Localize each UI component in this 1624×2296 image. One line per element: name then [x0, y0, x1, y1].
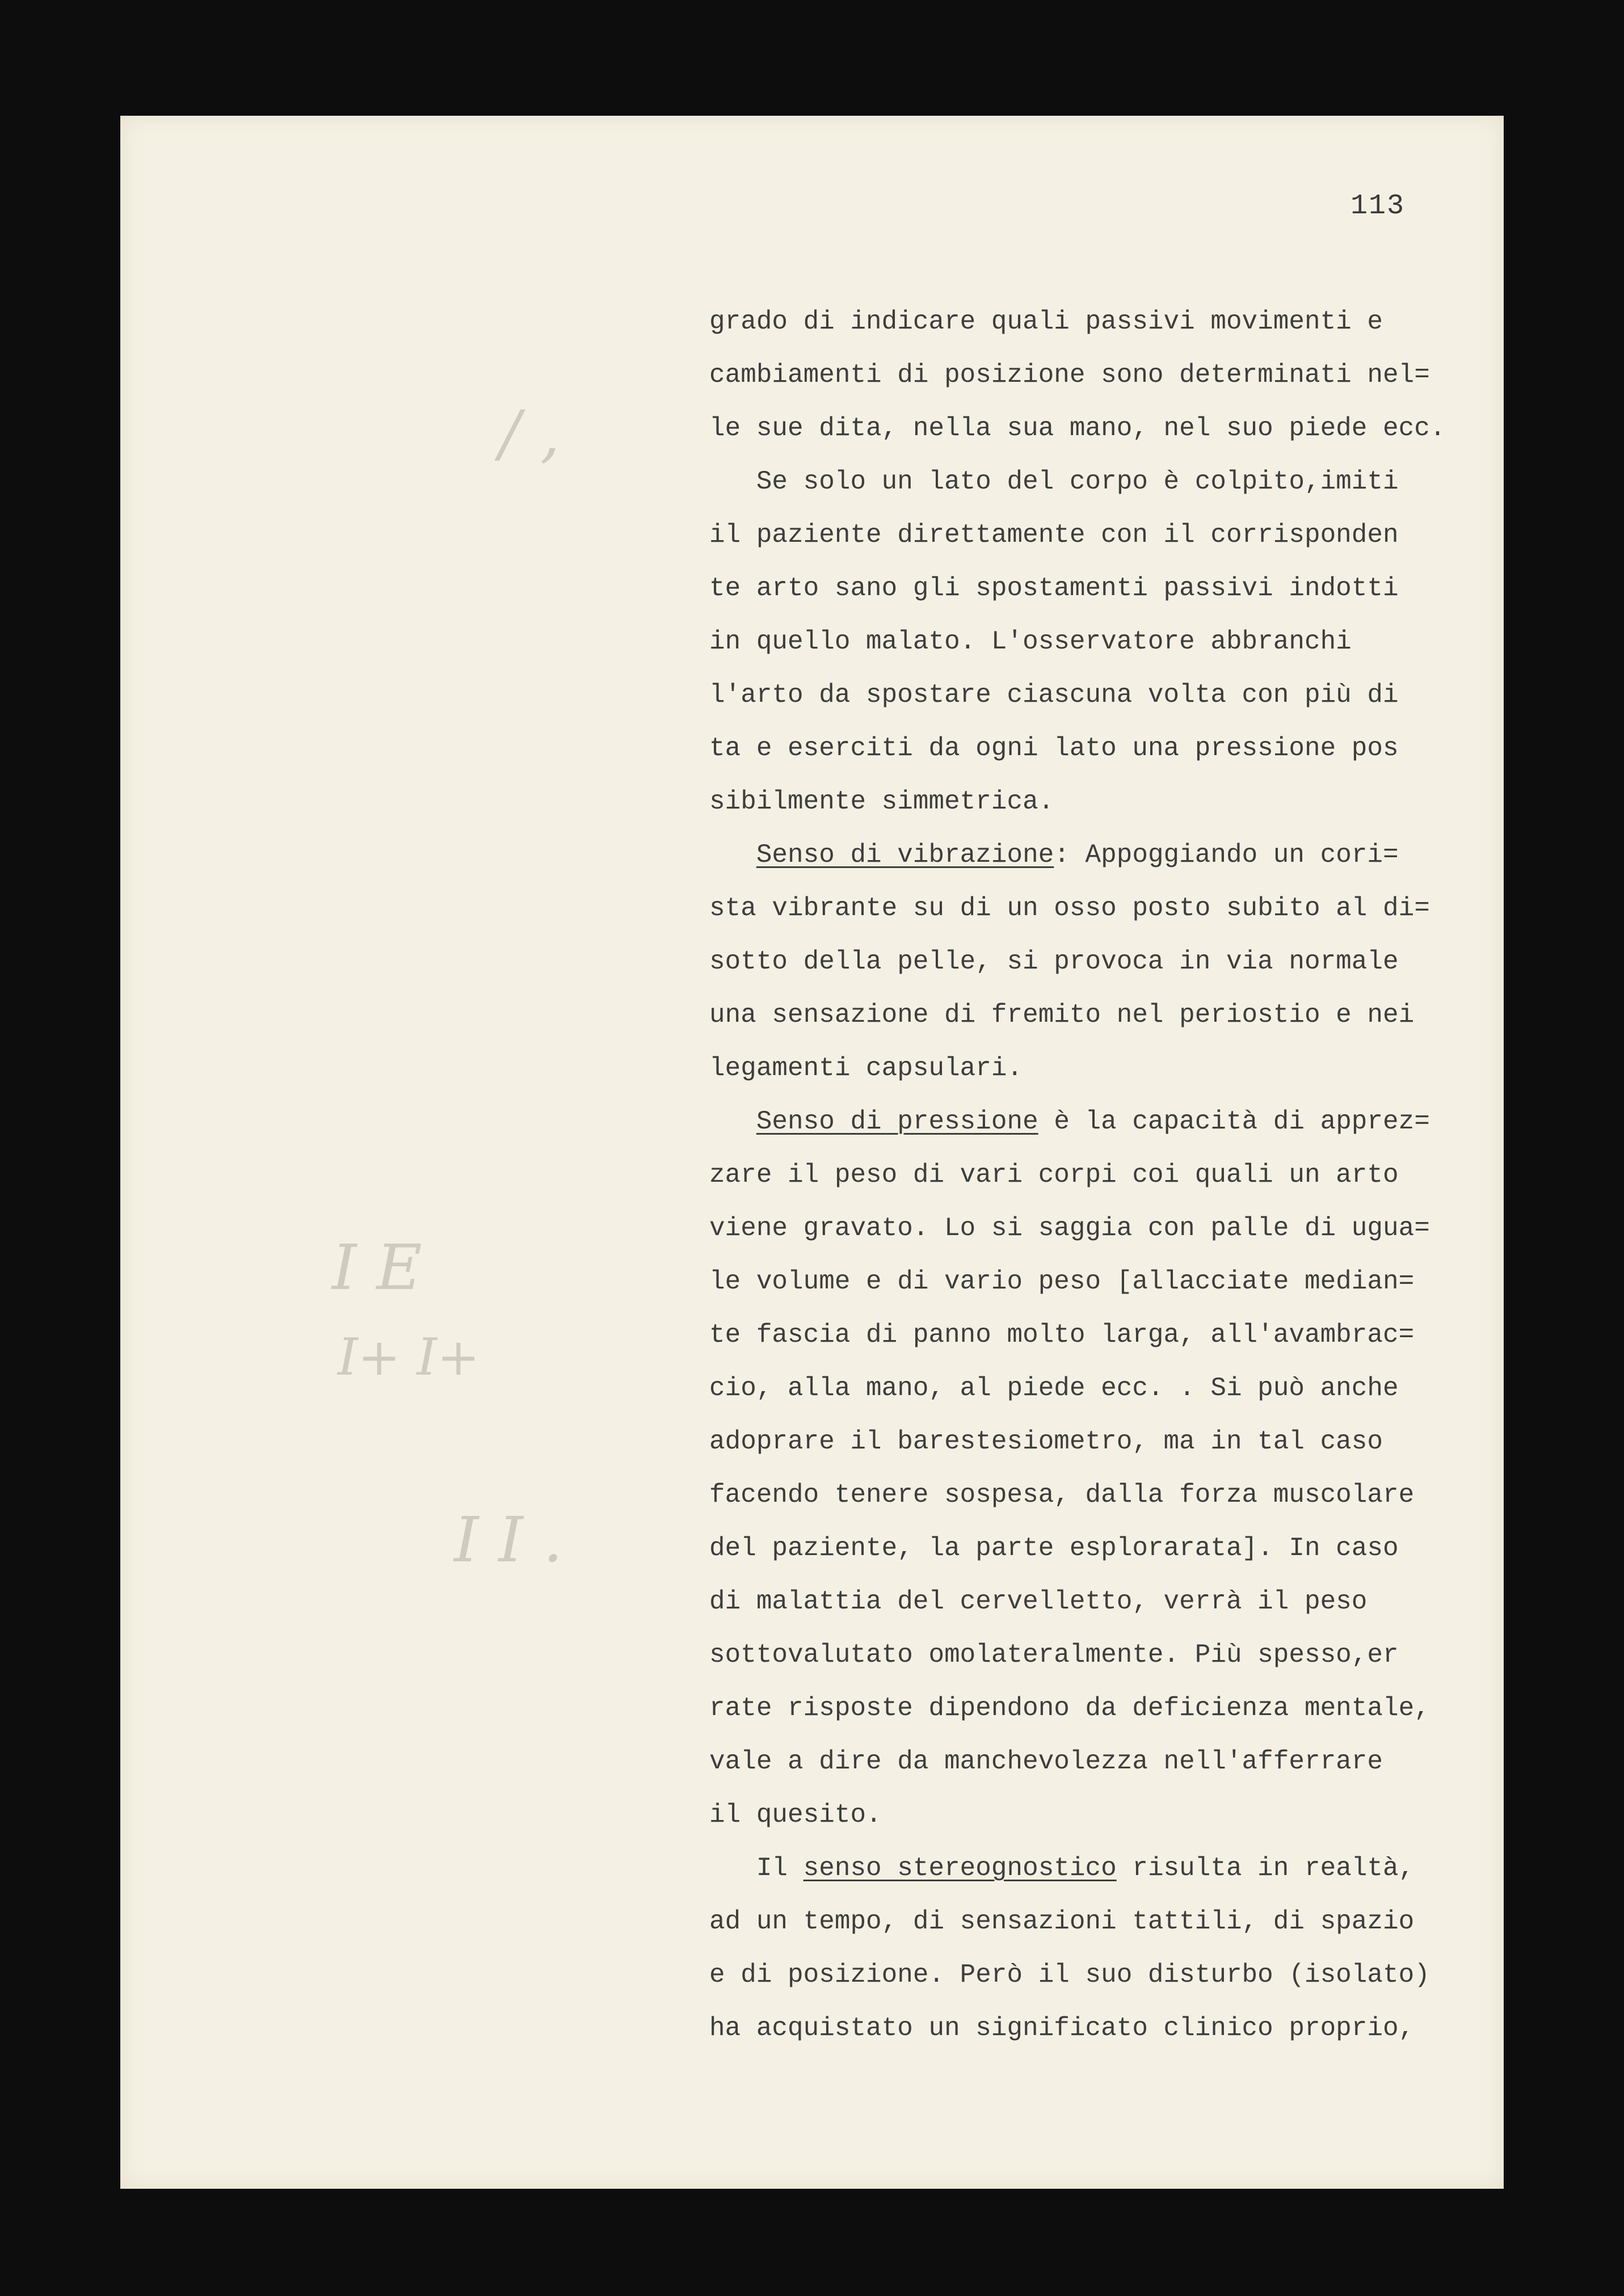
text-line [709, 1522, 1504, 1575]
pencil-mark: / , [499, 397, 560, 470]
text-segment: te fascia di panno molto larga, all'avambrac= [709, 1320, 1415, 1350]
text-segment: sotto della pelle, si provoca in via normale [709, 947, 1399, 976]
text-segment: del paziente, la parte esplorarata]. In caso [709, 1534, 1399, 1563]
text-segment: te arto sano gli spostamenti passivi indotti [709, 574, 1399, 603]
text-segment: grado di indicare quali passivi movimenti e [709, 307, 1383, 336]
text-line [709, 882, 1504, 935]
text-segment: sibilmente simmetrica. [709, 787, 1054, 816]
text-segment: ta e eserciti da ogni lato una pressione pos [709, 734, 1399, 763]
text-line [709, 1148, 1504, 1202]
text-segment: le sue dita, nella sua mano, nel suo piede ecc. [709, 414, 1446, 443]
text-line [709, 2002, 1504, 2055]
text-line [709, 1788, 1504, 1842]
text-segment: in quello malato. L'osservatore abbranchi [709, 627, 1352, 656]
text-line [709, 828, 1504, 882]
text-line [709, 988, 1504, 1042]
text-line [709, 1628, 1504, 1682]
text-line [709, 1842, 1504, 1895]
text-line [709, 455, 1504, 508]
pencil-mark: I E [332, 1231, 422, 1304]
text-segment: zare il peso di vari corpi coi quali un arto [709, 1160, 1399, 1190]
text-line [709, 1415, 1504, 1468]
text-line [709, 1468, 1504, 1522]
text-line [709, 1362, 1504, 1415]
text-line [709, 1682, 1504, 1735]
body-text [709, 295, 1504, 2055]
text-line [709, 1202, 1504, 1255]
text-line [709, 668, 1504, 722]
text-line [709, 1895, 1504, 1948]
underlined-heading: senso stereognostico [803, 1853, 1117, 1883]
page-number: 113 [1350, 190, 1406, 222]
text-line [709, 722, 1504, 775]
text-segment: una sensazione di fremito nel periostio e nei [709, 1000, 1415, 1030]
text-segment: adoprare il barestesiometro, ma in tal caso [709, 1427, 1383, 1456]
text-segment: viene gravato. Lo si saggia con palle di ugua= [709, 1214, 1430, 1243]
text-line [709, 1255, 1504, 1308]
text-line [709, 1575, 1504, 1628]
text-segment: cio, alla mano, al piede ecc. . Si può anche [709, 1374, 1399, 1403]
pencil-mark: I+ I+ [338, 1328, 480, 1387]
text-segment: risulta in realtà, [1116, 1853, 1415, 1883]
text-segment [709, 840, 756, 870]
text-segment: ad un tempo, di sensazioni tattili, di spazio [709, 1907, 1415, 1936]
text-line [709, 348, 1504, 402]
text-segment: legamenti capsulari. [709, 1054, 1023, 1083]
text-line [709, 508, 1504, 562]
text-segment: Il [709, 1853, 803, 1883]
text-segment: ha acquistato un significato clinico proprio, [709, 2013, 1415, 2043]
text-segment: le volume e di vario peso [allacciate median= [709, 1267, 1415, 1296]
text-line [709, 775, 1504, 828]
pencil-mark: I I . [454, 1503, 563, 1576]
text-line [709, 562, 1504, 615]
text-segment: vale a dire da manchevolezza nell'afferrare [709, 1747, 1383, 1776]
text-line [709, 1095, 1504, 1148]
text-line [709, 1042, 1504, 1095]
text-line [709, 1948, 1504, 2002]
text-segment: e di posizione. Però il suo disturbo (isolato) [709, 1960, 1430, 1990]
underlined-heading: Senso di pressione [756, 1107, 1038, 1136]
text-segment: facendo tenere sospesa, dalla forza muscolare [709, 1480, 1415, 1510]
text-line [709, 295, 1504, 348]
underlined-heading: Senso di vibrazione [756, 840, 1054, 870]
text-segment: Se solo un lato del corpo è colpito,imiti [709, 467, 1399, 496]
text-segment: rate risposte dipendono da deficienza mentale, [709, 1693, 1430, 1723]
text-line [709, 1308, 1504, 1362]
text-line [709, 1735, 1504, 1788]
text-segment: sottovalutato omolateralmente. Più spesso,er [709, 1640, 1399, 1670]
text-segment: sta vibrante su di un osso posto subito al di= [709, 894, 1430, 923]
text-segment [709, 1107, 756, 1136]
text-segment: l'arto da spostare ciascuna volta con più di [709, 680, 1399, 710]
text-line [709, 935, 1504, 988]
text-line [709, 615, 1504, 668]
text-segment: il paziente direttamente con il corrisponden [709, 520, 1399, 550]
text-segment: : Appoggiando un cori= [1054, 840, 1399, 870]
text-segment: il quesito. [709, 1800, 882, 1830]
text-line [709, 402, 1504, 455]
text-segment: di malattia del cervelletto, verrà il peso [709, 1587, 1368, 1616]
text-segment: è la capacità di apprez= [1038, 1107, 1430, 1136]
text-segment: cambiamenti di posizione sono determinati nel= [709, 360, 1430, 390]
